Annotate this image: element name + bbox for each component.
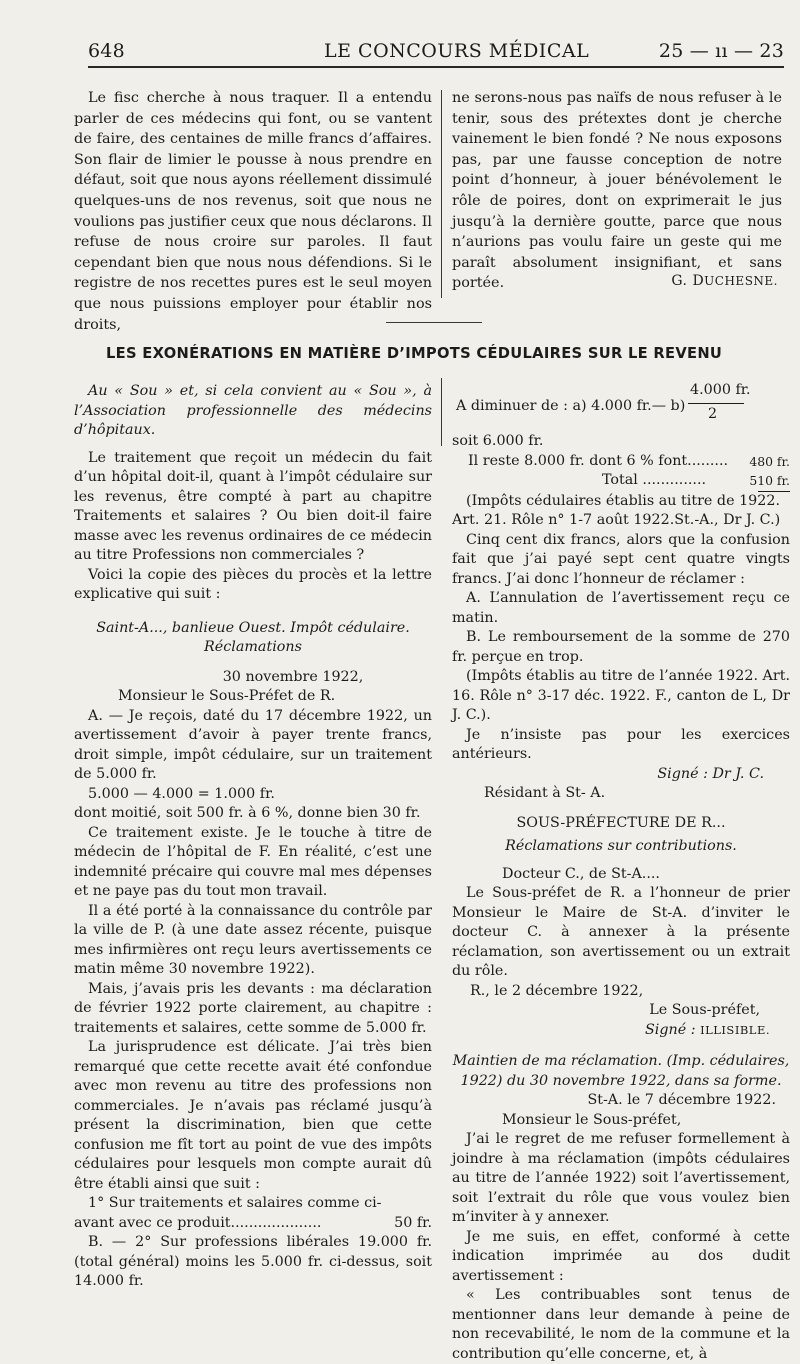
fraction-numerator: 4.000 fr.: [690, 382, 751, 398]
letter-date: 30 novembre 1922,: [222, 668, 364, 685]
paragraph: J’ai le regret de me refuser formellement à joindre à ma réclamation (impôts cédulaires au titre de l’année 1922) soit l’avertissement, soit l’extrait du rôle que vous voulez bien m’inviter à y annexer.: [452, 1131, 790, 1225]
letter-salutation: Monsieur le Sous-Préfet de R.: [118, 688, 336, 704]
paragraph: La jurisprudence est délicate. J’ai très bien remarqué que cette recette avait été confondue avec mon revenu au titre des professions non commerciales. Je n’avais pas réclamé jusqu’à présent la discrimination, bien que cette confusion me fît tort au point de vue des impôts cédulaires pour lesquels mon compte aurait dû être établi ainsi que suit :: [74, 1039, 432, 1192]
fraction-denominator: 2: [708, 406, 718, 422]
document-heading: Saint-A..., banlieue Ouest. Impôt cédulaire.: [96, 619, 410, 636]
paragraph: Je me suis, en effet, conformé à cette indication imprimée au dos dudit avertissement :: [452, 1228, 790, 1284]
paragraph: Il a été porté à la connaissance du contrôle par la ville de P. (à une date assez récente, puisque mes infirmières ont reçu leurs avertissements ce matin même 30 novembre 1922).: [74, 902, 432, 977]
signature-line: Signé : ILLISIBLE.: [644, 1021, 770, 1038]
article-title: LES EXONÉRATIONS EN MATIÈRE D’IMPOTS CÉDULAIRES SUR LE REVENU: [106, 345, 723, 362]
issue-number: 25 — ıı — 23: [658, 40, 784, 62]
addressee: Docteur C., de St-A....: [502, 865, 660, 882]
fraction-calculation: A diminuer de : a) 4.000 fr.— b) 4.000 fr. 2: [456, 382, 751, 422]
document-subheading: Réclamations: [204, 639, 302, 655]
paragraph: B. — 2° Sur professions libérales 19.000 fr. (total général) moins les 5.000 fr. ci-dessus, soit 14.000 fr.: [74, 1234, 432, 1289]
column-rule: [441, 378, 442, 446]
running-header: [88, 38, 784, 68]
letter-date: R., le 2 décembre 1922,: [470, 982, 644, 999]
paragraph: Ce traitement existe. Je le touche à titre de médecin de l’hôpital de F. En réalité, c’est une indemnité précaire qui couvre mal mes dépenses et ne paye pas du tout mon travail.: [74, 824, 432, 899]
column-rule: [441, 90, 442, 298]
residence-line: Résidant à St- A.: [484, 785, 606, 801]
signature-line: Signé : Dr J. C.: [657, 765, 764, 782]
claim-item: B. Le remboursement de la somme de 270 fr. perçue en trop.: [452, 629, 790, 665]
journal-title: LE CONCOURS MÉDICAL: [324, 40, 590, 62]
paragraph: « Les contribuables sont tenus de mentionner dans leur demande à peine de non recevabilité, le nom de la commune et la contribution qu’elle concerne, et, à: [452, 1287, 790, 1362]
paragraph: Le Sous-préfet de R. a l’honneur de prier Monsieur le Maire de St-A. d’inviter le docteur C. à annexer à la présente réclamation, son avertissement ou un extrait du rôle.: [452, 885, 790, 979]
maintien-heading: Maintien de ma réclamation. (Imp. cédulaires, 1922) du 30 novembre 1922, dans sa forme.: [452, 1053, 790, 1089]
amount-line: avant avec ce produit.................... 50 fr.: [74, 1214, 432, 1231]
intro-paragraph: Le traitement que reçoit un médecin du fait d’un hôpital doit-il, quant à l’impôt cédulaire sur les revenus, être compté à part au chapitre Traitements et salaires ? Ou bien doit-il faire masse avec les revenus ordinaires de ce médecin au titre Professions non commerciales ?: [74, 449, 432, 563]
note: (Impôts établis au titre de l’année 1922. Art. 16. Rôle n° 3-17 déc. 1922. F., canton de L, Dr J. C.).: [452, 668, 790, 723]
note: Art. 21. Rôle n° 1-7 août 1922.St.-A., Dr J. C.): [452, 512, 781, 528]
paragraph: Le fisc cherche à nous traquer. Il a entendu parler de ces médecins qui font, ou se vantent de faire, des centaines de mille francs d’affaires. Son flair de limier le pousse à nous prendre en défaut, soit que nous ayons réellement dissimulé quelques-uns de nos revenus, soit que nous ne voulions pas justifier ceux que nous déclarons. Il refuse de nous croire sur paroles. Il faut cependant bien que nous nous défendions. Si le registre de nos recettes pures est le seul moyen que nous puissions employer pour établir nos droits,: [74, 90, 432, 333]
paragraph: Mais, j’avais pris les devants : ma déclaration de février 1922 porte clairement, au chapitre : traitements et salaires, cette somme de 5.000 fr.: [74, 980, 432, 1036]
letter-salutation: Monsieur le Sous-préfet,: [502, 1111, 682, 1128]
total-line: Total .............. 510 fr.: [602, 472, 790, 488]
article-right-column: [452, 382, 790, 1364]
dedication: Au « Sou » et, si cela convient au « Sou », à l’Association professionnelle des médecins d’hôpitaux.: [74, 383, 432, 438]
fraction-bar: [688, 403, 744, 404]
amount-line: Il reste 8.000 fr. dont 6 % font......... 480 fr.: [468, 452, 790, 469]
paragraph: Cinq cent dix francs, alors que la confusion fait que j’ai payé sept cent quatre vingts francs. J’ai donc l’honneur de réclamer :: [452, 531, 790, 587]
paragraph: ne serons-nous pas naïfs de nous refuser à le tenir, sous des prétextes dont je cherche vainement le bien fondé ? Ne nous exposons pas, par une fausse conception de notre point d’honneur, à jouer bénévolement le rôle de poires, dont on exprimerait le jus jusqu’à la dernière goutte, parce que nous n’aurions pas voulu faire un geste qui me paraît absolument insignifiant, et sans portée.: [452, 90, 782, 292]
calculation-line: dont moitié, soit 500 fr. à 6 %, donne bien 30 fr.: [74, 805, 421, 821]
signature-line: Le Sous-préfet,: [649, 1002, 760, 1018]
paragraph: Je n’insiste pas pour les exercices antérieurs.: [452, 726, 790, 762]
page-number: 648: [88, 40, 125, 62]
office-subheading: Réclamations sur contributions.: [505, 838, 737, 854]
office-heading: SOUS-PRÉFECTURE DE R...: [516, 814, 726, 831]
previous-article-left-column: [74, 88, 432, 335]
claim-item: A. L’annulation de l’avertissement reçu ce matin.: [452, 590, 790, 626]
paragraph: A. — Je reçois, daté du 17 décembre 1922, un avertissement d’avoir à payer trente francs, droit simple, impôt cédulaire, sur un traitement de 5.000 fr.: [74, 707, 432, 782]
note: (Impôts cédulaires établis au titre de 1922.: [466, 492, 781, 509]
paragraph: 1° Sur traitements et salaires comme ci-: [88, 1195, 382, 1211]
previous-article-right-column: [452, 88, 782, 294]
article-separator: [386, 322, 482, 323]
calculation-line: 5.000 — 4.000 = 1.000 fr.: [88, 785, 275, 802]
intro-paragraph: Voici la copie des pièces du procès et la lettre explicative qui suit :: [74, 566, 432, 602]
author-signature: G. DUCHESNE.: [671, 273, 778, 289]
letter-date: St-A. le 7 décembre 1922.: [587, 1092, 776, 1108]
calculation-line: soit 6.000 fr.: [452, 433, 544, 449]
article-left-column: [74, 382, 432, 1292]
